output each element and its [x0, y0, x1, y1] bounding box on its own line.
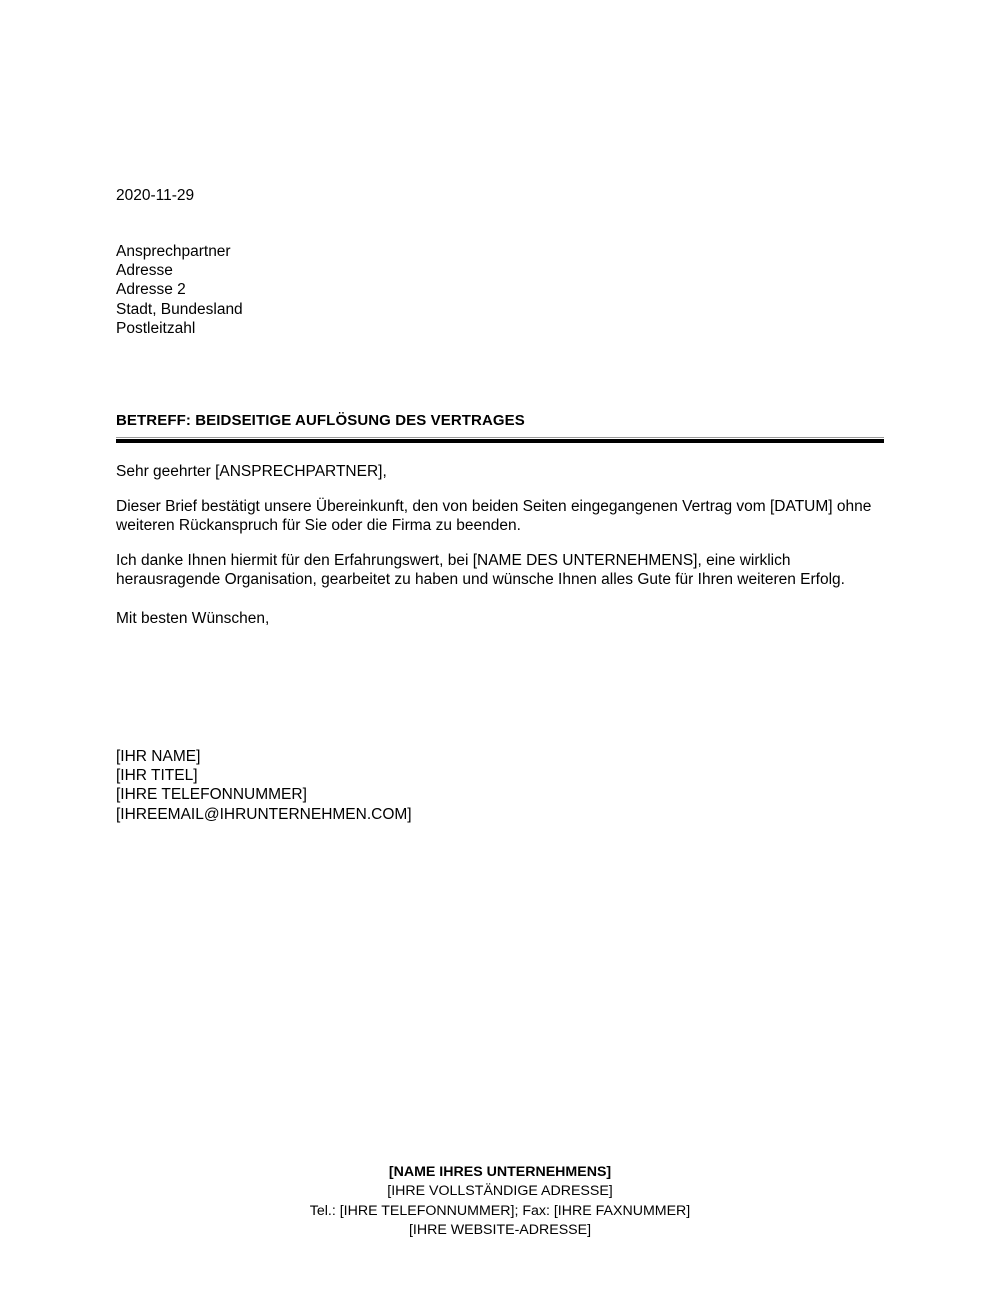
body-paragraph-1: Dieser Brief bestätigt unsere Übereinkunft, den von beiden Seiten eingegangenen Vertrag vom [DATUM] ohne weiteren Rückanspruch für Sie oder die Firma zu beenden. — [116, 497, 872, 535]
subject-divider — [116, 437, 884, 443]
letter-date: 2020-11-29 — [116, 187, 195, 204]
recipient-line-contact: Ansprechpartner — [116, 243, 231, 260]
footer-contact: Tel.: [IHRE TELEFONNUMMER]; Fax: [IHRE FAXNUMMER] — [309, 1202, 691, 1219]
footer-company-name: [NAME IHRES UNTERNEHMENS] — [388, 1164, 612, 1180]
body-salutation: Sehr geehrter [ANSPRECHPARTNER], — [116, 463, 387, 480]
recipient-address-block — [116, 242, 243, 338]
body-paragraph-2: Ich danke Ihnen hiermit für den Erfahrungswert, bei [NAME DES UNTERNEHMENS], eine wirklich herausragende Organisation, gearbeitet zu haben und wünsche Ihnen alles Gute für Ihren weiteren Erfolg. — [116, 551, 845, 589]
subject-block — [116, 411, 884, 443]
signature-phone: [IHRE TELEFONNUMMER] — [116, 786, 307, 804]
subject-heading: BETREFF: BEIDSEITIGE AUFLÖSUNG DES VERTRAGES — [116, 412, 525, 429]
signature-title: [IHR TITEL] — [116, 767, 198, 785]
footer-address: [IHRE VOLLSTÄNDIGE ADRESSE] — [387, 1183, 613, 1200]
footer-website: [IHRE WEBSITE-ADRESSE] — [408, 1222, 592, 1239]
recipient-line-address2: Adresse 2 — [116, 281, 186, 299]
page-footer — [0, 1163, 1000, 1241]
signature-email: [IHREEMAIL@IHRUNTERNEHMEN.COM] — [116, 805, 412, 823]
letter-body — [116, 462, 884, 629]
body-closing: Mit besten Wünschen, — [116, 609, 270, 627]
recipient-line-address1: Adresse — [116, 262, 173, 280]
signature-block — [116, 747, 412, 824]
recipient-line-postal-code: Postleitzahl — [116, 319, 196, 337]
recipient-line-city-state: Stadt, Bundesland — [116, 300, 243, 318]
signature-name: [IHR NAME] — [116, 748, 201, 765]
subject-divider-bar — [116, 439, 884, 443]
